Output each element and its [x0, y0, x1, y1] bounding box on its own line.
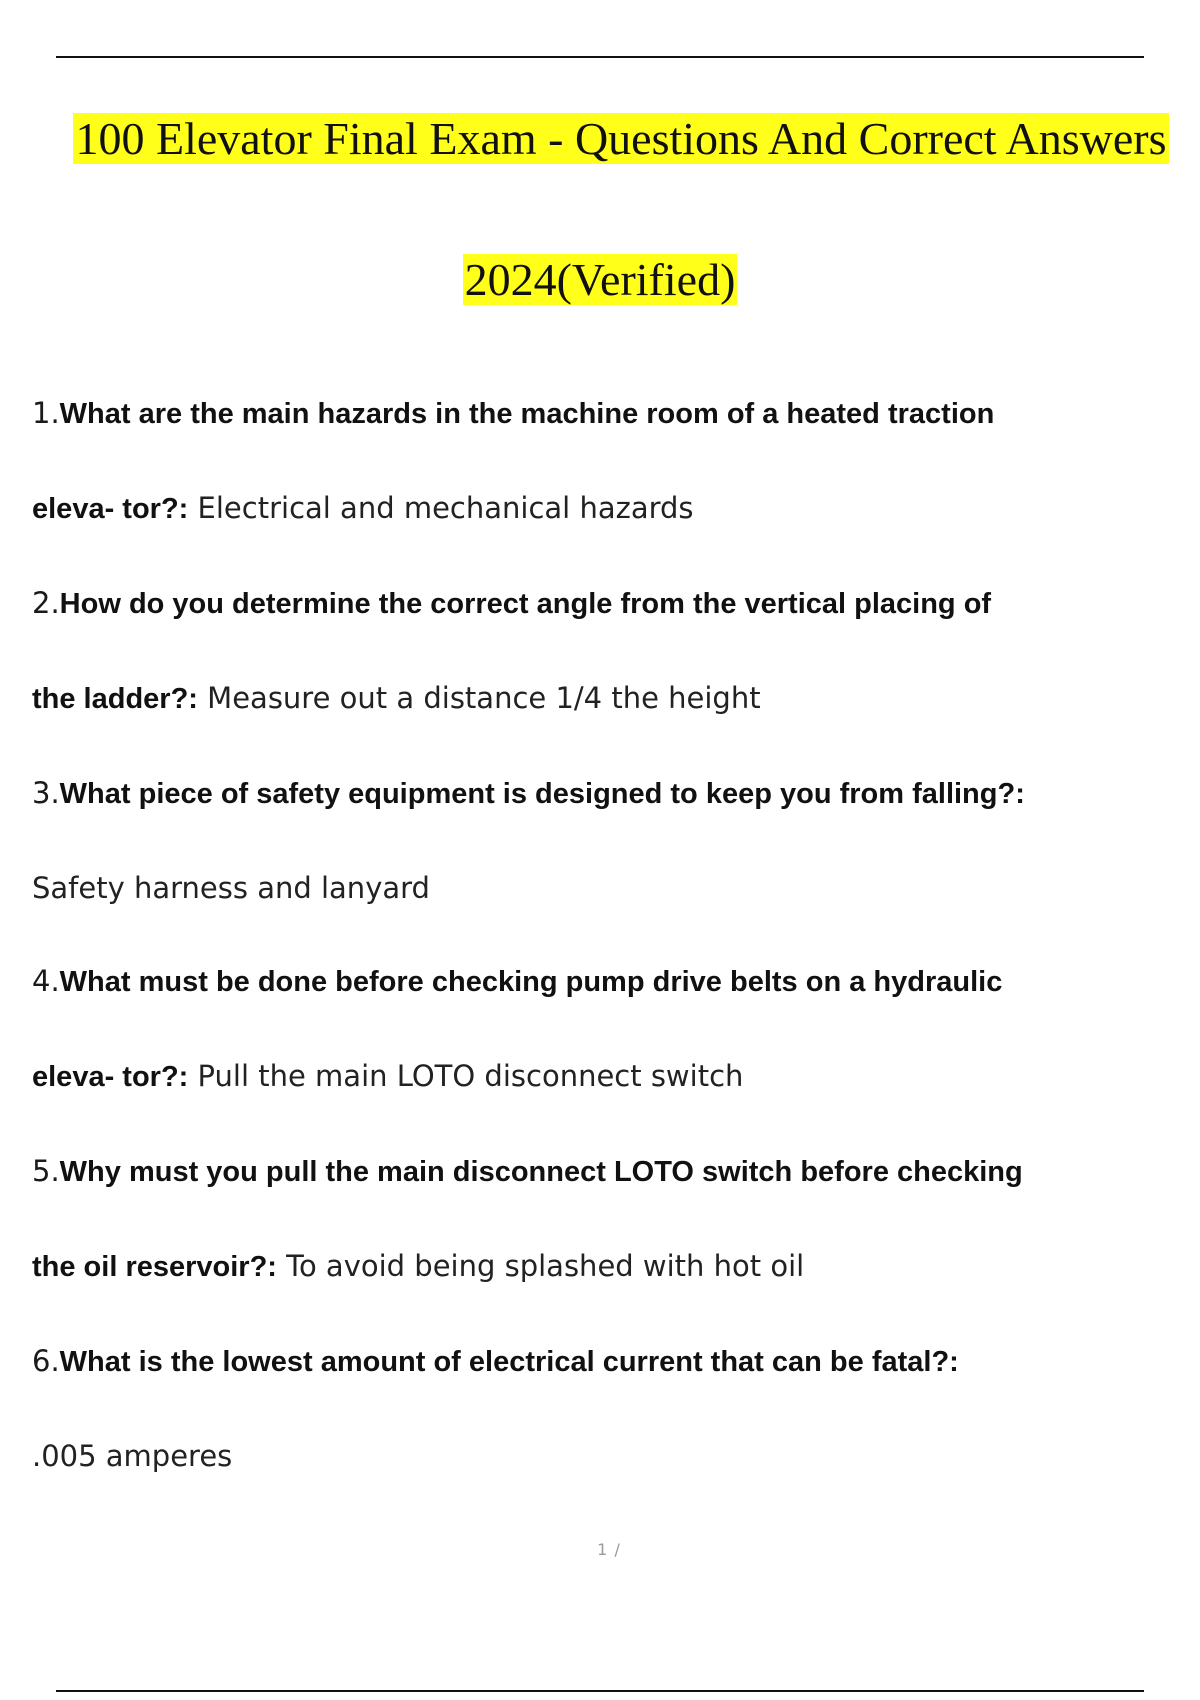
question-number: 1.	[32, 396, 60, 430]
answer-text: Safety harness and lanyard	[32, 871, 430, 905]
question-item-3	[32, 773, 1152, 909]
question-text-continued: eleva- tor?:	[32, 1061, 189, 1093]
document-title-continued	[0, 252, 1200, 308]
answer-text: .005 amperes	[32, 1439, 233, 1473]
page-number: 1 /	[597, 1540, 621, 1559]
question-text-continued: the oil reservoir?:	[32, 1251, 277, 1283]
question-text: What are the main hazards in the machine room of a heated traction	[59, 398, 995, 430]
question-text-continued: the ladder?:	[32, 683, 198, 715]
question-number: 3.	[32, 776, 60, 810]
question-item-4	[32, 961, 1152, 1097]
title-line-2: 2024(Verified)	[464, 254, 736, 305]
question-text: What must be done before checking pump drive belts on a hydraulic	[59, 966, 1003, 998]
question-number: 6.	[32, 1344, 60, 1378]
answer-text: Electrical and mechanical hazards	[188, 491, 694, 525]
question-text-continued: eleva- tor?:	[32, 493, 189, 525]
bottom-divider	[56, 1690, 1144, 1692]
question-text: Why must you pull the main disconnect LOTO switch before checking	[59, 1156, 1023, 1188]
question-item-1	[32, 393, 1152, 529]
question-text: What is the lowest amount of electrical current that can be fatal?:	[59, 1346, 959, 1378]
answer-text: To avoid being splashed with hot oil	[276, 1249, 805, 1283]
document-title	[21, 111, 1200, 167]
question-number: 4.	[32, 964, 60, 998]
question-item-5	[32, 1151, 1152, 1287]
question-number: 5.	[32, 1154, 60, 1188]
answer-text: Measure out a distance 1/4 the height	[197, 681, 761, 715]
question-number: 2.	[32, 586, 60, 620]
question-text: What piece of safety equipment is designed to keep you from falling?:	[59, 778, 1025, 810]
answer-text: Pull the main LOTO disconnect switch	[188, 1059, 744, 1093]
top-divider	[56, 56, 1144, 58]
question-text: How do you determine the correct angle from the vertical placing of	[59, 588, 992, 620]
question-item-6	[32, 1341, 1152, 1477]
question-item-2	[32, 583, 1152, 719]
title-line-1: 100 Elevator Final Exam - Questions And Correct Answers	[75, 113, 1167, 164]
